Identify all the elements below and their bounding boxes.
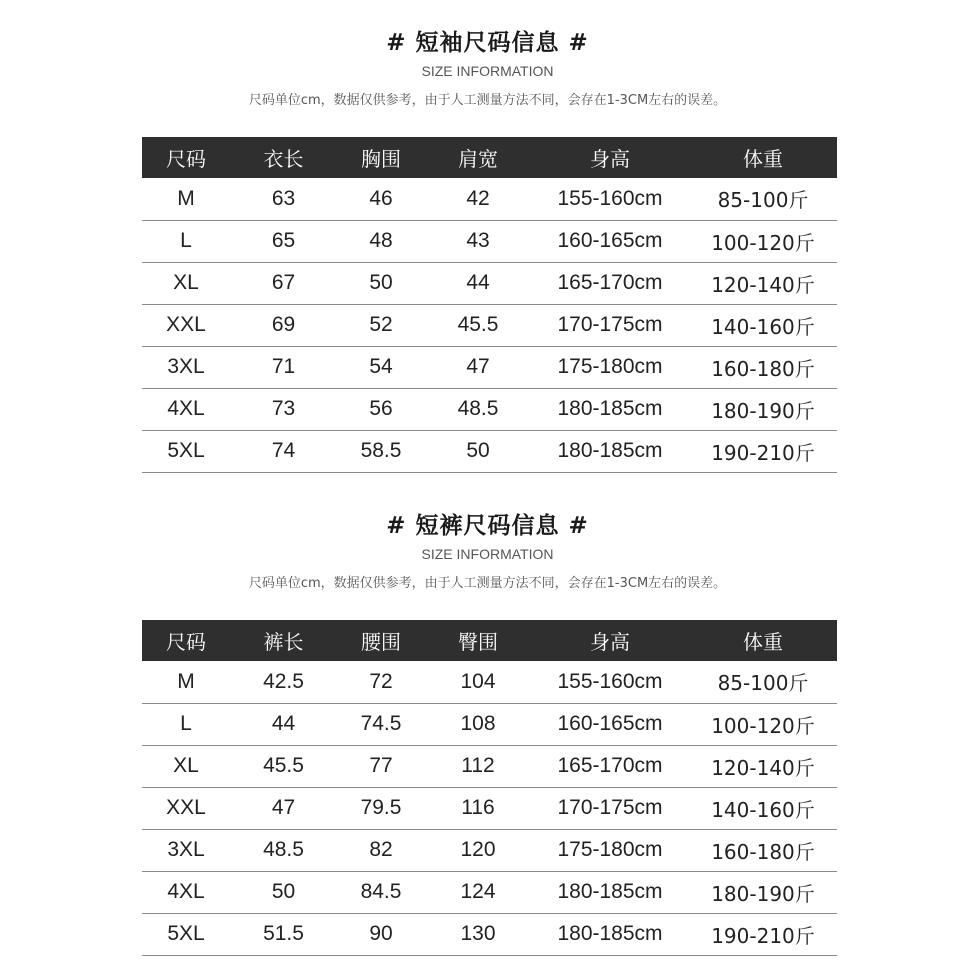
- table-row: [142, 346, 837, 388]
- table-cell: L: [142, 220, 230, 262]
- table-cell: 79.5: [337, 787, 425, 829]
- table-cell: 85-100斤: [689, 178, 837, 220]
- table-header-row: [142, 137, 837, 178]
- table-cell: XXL: [142, 787, 230, 829]
- table-cell: 85-100斤: [689, 661, 837, 703]
- table-cell: 71: [230, 346, 337, 388]
- header-cell: 体重: [743, 147, 783, 171]
- table-cell: 104: [425, 661, 531, 703]
- table-cell: 84.5: [337, 871, 425, 913]
- table-row: [142, 304, 837, 346]
- table-cell: 170-175cm: [531, 304, 689, 346]
- table-cell: 5XL: [142, 913, 230, 955]
- header-cell: 身高: [590, 147, 630, 171]
- table-cell: 42.5: [230, 661, 337, 703]
- measurement-note: 尺码单位cm，数据仅供参考，由于人工测量方法不同，会存在1-3CM左右的误差。: [248, 93, 727, 108]
- table-cell: M: [142, 661, 230, 703]
- table-cell: 43: [425, 220, 531, 262]
- measurement-note: 尺码单位cm，数据仅供参考，由于人工测量方法不同，会存在1-3CM左右的误差。: [248, 576, 727, 591]
- table-cell: 50: [230, 871, 337, 913]
- table-row: [142, 178, 837, 220]
- table-cell: 160-180斤: [689, 346, 837, 388]
- table-cell: M: [142, 178, 230, 220]
- table-cell: 155-160cm: [531, 661, 689, 703]
- table-cell: 67: [230, 262, 337, 304]
- header-cell: 肩宽: [458, 147, 498, 171]
- table-cell: 47: [230, 787, 337, 829]
- table-cell: 175-180cm: [531, 346, 689, 388]
- header-cell: 身高: [590, 630, 630, 654]
- table-row: [142, 745, 837, 787]
- table-cell: 74: [230, 430, 337, 472]
- table-cell: 180-185cm: [531, 388, 689, 430]
- table-cell: 120-140斤: [689, 745, 837, 787]
- table-cell: 4XL: [142, 388, 230, 430]
- table-cell: XXL: [142, 304, 230, 346]
- table-cell: 116: [425, 787, 531, 829]
- header-cell: 胸围: [361, 147, 401, 171]
- table-cell: 90: [337, 913, 425, 955]
- table-cell: 165-170cm: [531, 262, 689, 304]
- table-cell: 50: [337, 262, 425, 304]
- shorts-size-table: [142, 620, 837, 956]
- table-row: [142, 262, 837, 304]
- table-cell: 120: [425, 829, 531, 871]
- header-cell: 臀围: [458, 630, 498, 654]
- table-cell: 58.5: [337, 430, 425, 472]
- table-cell: 165-170cm: [531, 745, 689, 787]
- table-cell: 63: [230, 178, 337, 220]
- table-cell: 56: [337, 388, 425, 430]
- table-row: [142, 703, 837, 745]
- table-cell: 4XL: [142, 871, 230, 913]
- section-title: # 短袖尺码信息 #: [386, 30, 589, 56]
- header-cell: 尺码: [166, 630, 206, 654]
- table-cell: 180-190斤: [689, 871, 837, 913]
- section-title: # 短裤尺码信息 #: [386, 513, 589, 539]
- table-cell: 180-185cm: [531, 871, 689, 913]
- table-cell: 72: [337, 661, 425, 703]
- table-cell: 190-210斤: [689, 913, 837, 955]
- table-cell: 155-160cm: [531, 178, 689, 220]
- table-cell: 124: [425, 871, 531, 913]
- section-subtitle: SIZE INFORMATION: [421, 546, 554, 562]
- table-cell: 160-165cm: [531, 220, 689, 262]
- table-cell: XL: [142, 745, 230, 787]
- table-cell: 77: [337, 745, 425, 787]
- table-row: [142, 388, 837, 430]
- table-row: [142, 430, 837, 472]
- table-row: [142, 220, 837, 262]
- table-cell: 48.5: [230, 829, 337, 871]
- table-cell: 44: [425, 262, 531, 304]
- table-cell: 65: [230, 220, 337, 262]
- table-cell: 160-180斤: [689, 829, 837, 871]
- table-cell: 170-175cm: [531, 787, 689, 829]
- table-cell: 120-140斤: [689, 262, 837, 304]
- table-cell: 5XL: [142, 430, 230, 472]
- table-cell: 48.5: [425, 388, 531, 430]
- table-cell: 46: [337, 178, 425, 220]
- table-cell: 3XL: [142, 346, 230, 388]
- table-cell: 47: [425, 346, 531, 388]
- table-cell: 44: [230, 703, 337, 745]
- table-cell: 140-160斤: [689, 787, 837, 829]
- table-cell: 100-120斤: [689, 220, 837, 262]
- table-cell: 175-180cm: [531, 829, 689, 871]
- table-cell: 3XL: [142, 829, 230, 871]
- table-row: [142, 787, 837, 829]
- table-cell: 48: [337, 220, 425, 262]
- table-cell: 50: [425, 430, 531, 472]
- table-row: [142, 661, 837, 703]
- table-row: [142, 871, 837, 913]
- table-cell: XL: [142, 262, 230, 304]
- table-cell: 100-120斤: [689, 703, 837, 745]
- table-cell: 69: [230, 304, 337, 346]
- table-cell: 51.5: [230, 913, 337, 955]
- table-cell: 108: [425, 703, 531, 745]
- section-subtitle: SIZE INFORMATION: [421, 63, 554, 79]
- table-cell: 112: [425, 745, 531, 787]
- table-cell: 45.5: [425, 304, 531, 346]
- table-cell: 73: [230, 388, 337, 430]
- table-cell: 130: [425, 913, 531, 955]
- table-cell: 54: [337, 346, 425, 388]
- table-cell: 190-210斤: [689, 430, 837, 472]
- table-cell: 140-160斤: [689, 304, 837, 346]
- header-cell: 体重: [743, 630, 783, 654]
- table-header-row: [142, 620, 837, 661]
- header-cell: 腰围: [361, 630, 401, 654]
- table-cell: 82: [337, 829, 425, 871]
- table-cell: 74.5: [337, 703, 425, 745]
- table-cell: L: [142, 703, 230, 745]
- table-cell: 42: [425, 178, 531, 220]
- table-row: [142, 913, 837, 955]
- table-cell: 45.5: [230, 745, 337, 787]
- table-cell: 180-190斤: [689, 388, 837, 430]
- header-cell: 裤长: [263, 630, 304, 654]
- table-cell: 180-185cm: [531, 913, 689, 955]
- table-row: [142, 829, 837, 871]
- table-cell: 180-185cm: [531, 430, 689, 472]
- table-cell: 52: [337, 304, 425, 346]
- header-cell: 衣长: [263, 147, 304, 171]
- table-cell: 160-165cm: [531, 703, 689, 745]
- header-cell: 尺码: [166, 147, 206, 171]
- tshirt-size-table: [142, 137, 837, 473]
